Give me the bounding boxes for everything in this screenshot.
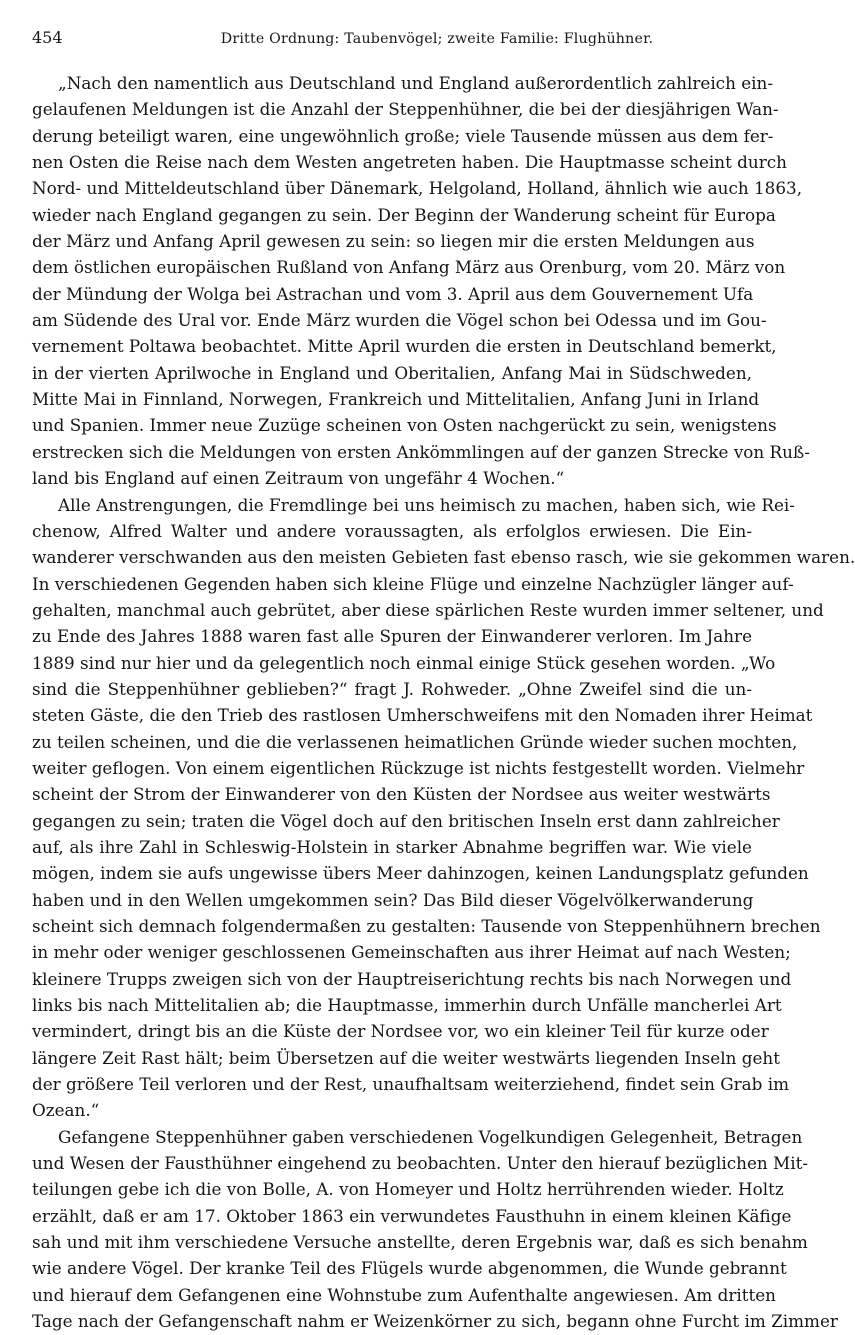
text-line: Tage nach der Gefangenschaft nahm er Weizenkörner zu sich, begann ohne Furcht im Zimmer bbox=[32, 1311, 838, 1332]
text-line: vermindert, dringt bis an die Küste der Nordsee vor, wo ein kleiner Teil für kurze oder bbox=[32, 1021, 769, 1042]
paragraph-1 bbox=[32, 70, 810, 492]
text-line: zu teilen scheinen, und die die verlassenen heimatlichen Gründe wieder suchen mochten, bbox=[32, 731, 798, 752]
text-line: scheint der Strom der Einwanderer von den Küsten der Nordsee aus weiter westwärts bbox=[32, 784, 771, 805]
text-line: zu Ende des Jahres 1888 waren fast alle Spuren der Einwanderer verloren. Im Jahre bbox=[32, 626, 752, 647]
text-line: längere Zeit Rast hält; beim Übersetzen auf die weiter westwärts liegenden Inseln geht bbox=[32, 1047, 780, 1068]
text-line: der größere Teil verloren und der Rest, unaufhaltsam weiterziehend, findet sein Grab im bbox=[32, 1074, 789, 1095]
text-line: in mehr oder weniger geschlossenen Gemeinschaften aus ihrer Heimat auf nach Westen; bbox=[32, 942, 791, 963]
text-line: nen Osten die Reise nach dem Westen angetreten haben. Die Hauptmasse scheint durch bbox=[32, 152, 787, 173]
text-line: wanderer verschwanden aus den meisten Gebieten fast ebenso rasch, wie sie gekommen waren. bbox=[32, 547, 855, 568]
text-line: vernement Poltawa beobachtet. Mitte April wurden die ersten in Deutschland bemerkt, bbox=[32, 336, 777, 357]
text-line: Gefangene Steppenhühner gaben verschiedenen Vogelkundigen Gelegenheit, Betragen bbox=[58, 1126, 803, 1147]
text-line: scheint sich demnach folgendermaßen zu gestalten: Tausende von Steppenhühnern brechen bbox=[32, 916, 821, 936]
text-line: steten Gäste, die den Trieb des rastlosen Umherschweifens mit den Nomaden ihrer Heimat bbox=[32, 705, 813, 726]
text-line: teilungen gebe ich die von Bolle, A. von Homeyer und Holtz herrührenden wieder. Holtz bbox=[32, 1179, 784, 1200]
text-line: mögen, indem sie aufs ungewisse übers Meer dahinzogen, keinen Landungsplatz gefunden bbox=[32, 863, 809, 884]
text-line: Mitte Mai in Finnland, Norwegen, Frankreich und Mittelitalien, Anfang Juni in Irland bbox=[32, 389, 760, 410]
text-line: gegangen zu sein; traten die Vögel doch auf den britischen Inseln erst dann zahlreicher bbox=[32, 810, 780, 831]
text-line: land bis England auf einen Zeitraum von ungefähr 4 Wochen.“ bbox=[32, 468, 565, 489]
text-line: in der vierten Aprilwoche in England und Oberitalien, Anfang Mai in Südschweden, bbox=[32, 362, 752, 383]
text-line: weiter geflogen. Von einem eigentlichen Rückzuge ist nichts festgestellt worden. Vielmehr bbox=[32, 757, 805, 778]
text-line: chenow, Alfred Walter und andere voraussagten, als erfolglos erwiesen. Die Ein- bbox=[32, 520, 752, 541]
body-text bbox=[32, 70, 855, 1335]
text-line: wie andere Vögel. Der kranke Teil des Flügels wurde abgenommen, die Wunde gebrannt bbox=[32, 1258, 787, 1279]
text-line: erzählt, daß er am 17. Oktober 1863 ein verwundetes Fausthuhn in einem kleinen Käfige bbox=[32, 1205, 792, 1226]
page-header bbox=[32, 28, 752, 60]
text-line: der Mündung der Wolga bei Astrachan und vom 3. April aus dem Gouvernement Ufa bbox=[32, 283, 754, 304]
text-line: und Wesen der Fausthühner eingehend zu beobachten. Unter den hierauf bezüglichen Mit- bbox=[32, 1153, 809, 1174]
text-line: kleinere Trupps zweigen sich von der Hauptreiserichtung rechts bis nach Norwegen und bbox=[32, 968, 792, 989]
text-line: auf, als ihre Zahl in Schleswig-Holstein in starker Abnahme begriffen war. Wie viele bbox=[32, 836, 752, 857]
paragraph-3 bbox=[32, 1124, 838, 1335]
text-line: 1889 sind nur hier und da gelegentlich noch einmal einige Stück gesehen worden. „Wo bbox=[32, 652, 776, 673]
paragraph-2 bbox=[32, 492, 855, 1124]
text-line: und hierauf dem Gefangenen eine Wohnstube zum Aufenthalte angewiesen. Am dritten bbox=[32, 1284, 776, 1305]
text-line: Alle Anstrengungen, die Fremdlinge bei uns heimisch zu machen, haben sich, wie Rei- bbox=[58, 494, 795, 515]
text-line: haben und in den Wellen umgekommen sein? Das Bild dieser Vögelvölkerwanderung bbox=[32, 889, 754, 910]
text-line: gehalten, manchmal auch gebrütet, aber diese spärlichen Reste wurden immer seltener, und bbox=[32, 599, 824, 620]
text-line: erstrecken sich die Meldungen von ersten Ankömmlingen auf der ganzen Strecke von Ruß- bbox=[32, 441, 810, 462]
text-line: der März und Anfang April gewesen zu sein: so liegen mir die ersten Meldungen aus bbox=[32, 231, 755, 252]
running-head: Dritte Ordnung: Taubenvögel; zweite Familie: Flughühner. bbox=[220, 31, 654, 47]
text-line: In verschiedenen Gegenden haben sich kleine Flüge und einzelne Nachzügler länger auf- bbox=[32, 573, 794, 594]
text-line: Nord- und Mitteldeutschland über Dänemark, Helgoland, Holland, ähnlich wie auch 1863, bbox=[32, 178, 803, 199]
text-line: sind die Steppenhühner geblieben?“ fragt J. Rohweder. „Ohne Zweifel sind die un- bbox=[32, 678, 752, 699]
text-line: gelaufenen Meldungen ist die Anzahl der Steppenhühner, die bei der diesjährigen Wan- bbox=[32, 99, 779, 120]
text-line: am Südende des Ural vor. Ende März wurden die Vögel schon bei Odessa und im Gou- bbox=[32, 310, 767, 331]
text-line: Ozean.“ bbox=[32, 1100, 100, 1121]
text-line: derung beteiligt waren, eine ungewöhnlich große; viele Tausende müssen aus dem fer- bbox=[32, 125, 774, 146]
text-line: wieder nach England gegangen zu sein. Der Beginn der Wanderung scheint für Europa bbox=[32, 204, 776, 225]
text-line: „Nach den namentlich aus Deutschland und England außerordentlich zahlreich ein- bbox=[58, 73, 773, 93]
text-line: links bis nach Mittelitalien ab; die Hauptmasse, immerhin durch Unfälle mancherlei Art bbox=[32, 995, 782, 1016]
text-line: und Spanien. Immer neue Zuzüge scheinen von Osten nachgerückt zu sein, wenigstens bbox=[32, 415, 777, 436]
page-number: 454 bbox=[32, 28, 63, 47]
text-line: dem östlichen europäischen Rußland von Anfang März aus Orenburg, vom 20. März von bbox=[32, 257, 786, 278]
text-line: sah und mit ihm verschiedene Versuche anstellte, deren Ergebnis war, daß es sich benahm bbox=[32, 1232, 808, 1253]
